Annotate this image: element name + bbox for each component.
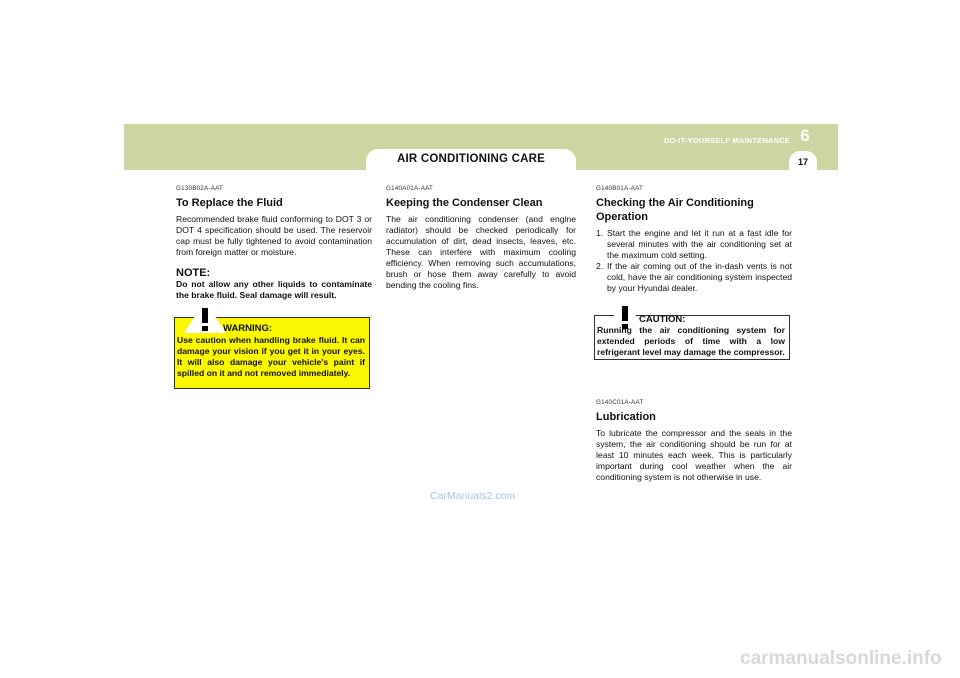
section-code: G140C01A-AAT [596,399,644,406]
list-item: 1. Start the engine and let it run at a fast idle for several minutes with the air conditioning set at the maximum cold setting. [596,228,792,260]
note-title: NOTE: [176,267,211,279]
caution-title: CAUTION: [639,314,686,325]
page-number: 17 [797,157,808,167]
column-ac-check [596,183,792,294]
section-title: AIR CONDITIONING CARE [397,153,545,165]
caution-text: Running the air conditioning system for extended periods of time with a low refrigerant level may damage the compressor. [597,325,785,357]
column-condenser [386,183,576,291]
section-body: The air conditioning condenser (and engine radiator) should be checked periodically for accumulation of dirt, dead insects, leaves, etc. These can interfere with maximum cooling efficiency. When removing such accumulations, brush or hose them away carefully to avoid bending the cooling fins. [386,214,576,290]
section-body: To lubricate the compressor and the seals in the system, the air conditioning should be run for at least 10 minutes each week. This is particularly important during cool weather when the air conditioning system is not otherwise in use. [596,428,792,482]
section-code: G140B01A-AAT [596,185,644,192]
section-heading: Lubrication [596,411,656,423]
warning-title: WARNING: [223,323,273,334]
caution-box [594,315,790,360]
steps-list [596,228,792,294]
section-code: G130B02A-AAT [176,185,224,192]
chapter-name: DO-IT-YOURSELF MAINTENANCE [663,136,790,145]
list-item: 2. If the air coming out of the in-dash vents is not cold, have the air conditioning system inspected by your Hyundai dealer. [596,261,792,293]
warning-text: Use caution when handling brake fluid. It can damage your vision if you get it in your eyes. It will also damage your vehicle's paint if spilled on it and not removed immediately. [177,335,365,378]
lubrication-section [596,397,792,483]
column-brake-fluid [176,183,372,301]
chapter-number: 6 [800,126,810,145]
section-code: G140A01A-AAT [386,185,434,192]
note-text: Do not allow any other liquids to contaminate the brake fluid. Seal damage will result. [176,279,372,300]
section-heading: Keeping the Condenser Clean [386,197,543,209]
section-heading: Checking the Air Conditioning Operation [596,197,754,223]
exclamation-triangle-icon [183,300,227,334]
watermark-corner: carmanualsonline.info [740,648,942,669]
watermark-link[interactable]: CarManuals2.com [430,490,516,502]
section-body: Recommended brake fluid conforming to DOT 3 or DOT 4 specification should be used. The reservoir cap must be fully tightened to avoid contamination from foreign matter or moisture. [176,214,372,257]
warning-box [174,317,370,389]
section-heading: To Replace the Fluid [176,197,283,209]
